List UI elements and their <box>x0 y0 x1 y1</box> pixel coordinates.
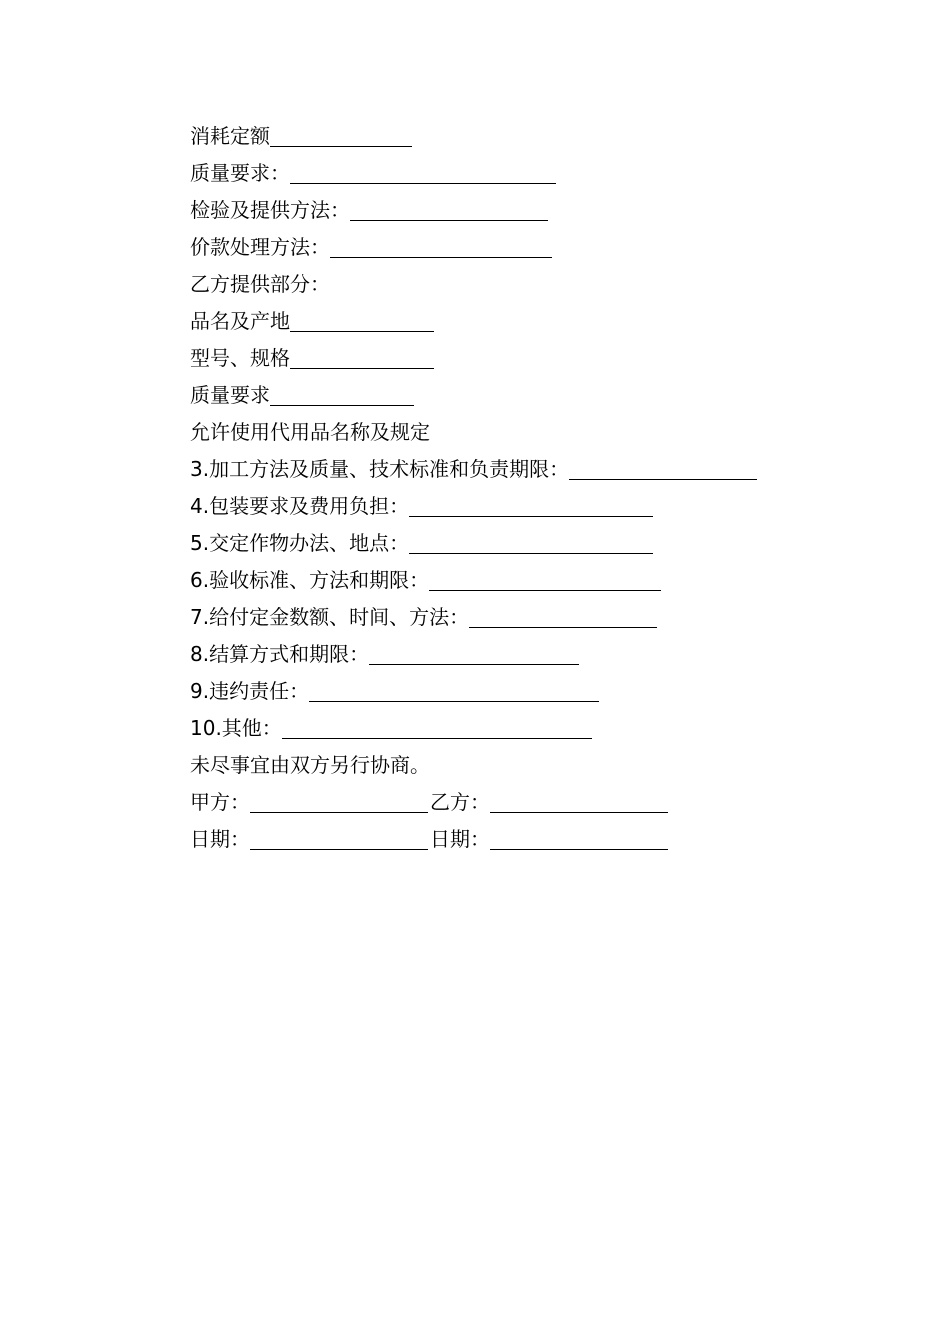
closing-text: 未尽事宜由双方另行协商。 <box>190 753 430 777</box>
clause-5-line <box>190 525 890 562</box>
clause-10-line <box>190 710 890 747</box>
date-b-blank[interactable] <box>490 827 668 850</box>
clause-label: 5.交定作物办法、地点： <box>190 531 410 555</box>
field-label: 消耗定额 <box>190 124 270 148</box>
clause-4-line <box>190 488 890 525</box>
field-label: 检验及提供方法： <box>190 198 350 222</box>
signature-row <box>190 784 890 821</box>
clause-label: 7.给付定金数额、时间、方法： <box>190 605 470 629</box>
clause-8-line <box>190 636 890 673</box>
clause-label: 10.其他： <box>190 716 282 740</box>
fill-blank[interactable] <box>330 235 552 258</box>
quality-requirement-line <box>190 155 890 192</box>
fill-blank[interactable] <box>469 605 657 628</box>
fill-blank[interactable] <box>290 309 434 332</box>
product-origin-line <box>190 303 890 340</box>
clause-label: 9.违约责任： <box>190 679 310 703</box>
field-label: 型号、规格 <box>190 346 290 370</box>
clause-3-line <box>190 451 890 488</box>
date-a-blank[interactable] <box>250 827 428 850</box>
date-b-label: 日期： <box>430 827 490 851</box>
field-label: 质量要求： <box>190 161 290 185</box>
date-row <box>190 821 890 858</box>
inspection-method-line <box>190 192 890 229</box>
closing-statement <box>190 747 890 784</box>
section-heading: 乙方提供部分： <box>190 272 330 296</box>
payment-method-line <box>190 229 890 266</box>
fill-blank[interactable] <box>270 383 414 406</box>
date-a-label: 日期： <box>190 827 250 851</box>
quality-requirement-b-line <box>190 377 890 414</box>
clause-label: 6.验收标准、方法和期限： <box>190 568 430 592</box>
clause-7-line <box>190 599 890 636</box>
fill-blank[interactable] <box>290 161 556 184</box>
contract-body <box>190 118 890 858</box>
clause-6-line <box>190 562 890 599</box>
clause-9-line <box>190 673 890 710</box>
party-b-label: 乙方： <box>430 790 490 814</box>
party-a-label: 甲方： <box>190 790 250 814</box>
field-label: 质量要求 <box>190 383 270 407</box>
model-spec-line <box>190 340 890 377</box>
field-label: 允许使用代用品名称及规定 <box>190 420 430 444</box>
fill-blank[interactable] <box>290 346 434 369</box>
fill-blank[interactable] <box>409 531 653 554</box>
fill-blank[interactable] <box>270 124 412 147</box>
fill-blank[interactable] <box>282 716 592 739</box>
party-a-blank[interactable] <box>250 790 428 813</box>
fill-blank[interactable] <box>309 679 599 702</box>
fill-blank[interactable] <box>409 494 653 517</box>
field-label: 价款处理方法： <box>190 235 330 259</box>
field-label: 品名及产地 <box>190 309 290 333</box>
clause-label: 3.加工方法及质量、技术标准和负责期限： <box>190 457 570 481</box>
clause-label: 8.结算方式和期限： <box>190 642 370 666</box>
fill-blank[interactable] <box>569 457 757 480</box>
clause-label: 4.包装要求及费用负担： <box>190 494 410 518</box>
party-b-blank[interactable] <box>490 790 668 813</box>
fill-blank[interactable] <box>429 568 661 591</box>
fill-blank[interactable] <box>350 198 548 221</box>
fill-blank[interactable] <box>369 642 579 665</box>
substitute-rules-line <box>190 414 890 451</box>
consumption-quota-line <box>190 118 890 155</box>
party-b-supply-heading <box>190 266 890 303</box>
